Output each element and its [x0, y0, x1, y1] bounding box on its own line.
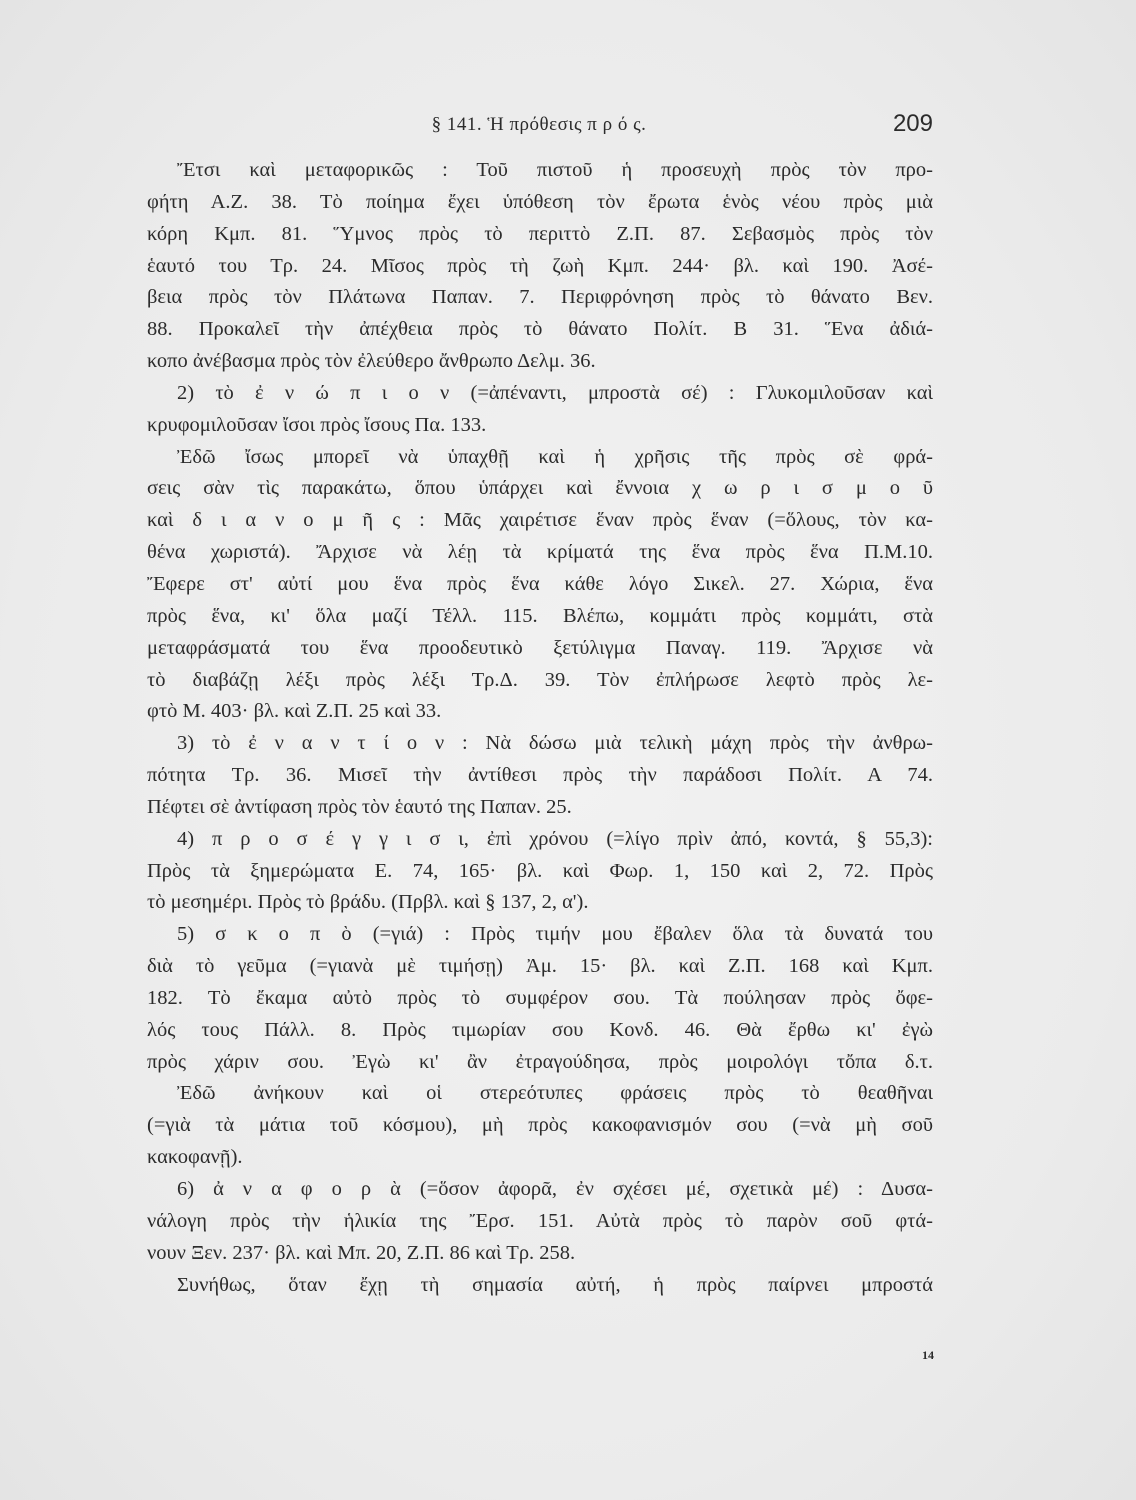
text-line: λός τους Πάλλ. 8. Πρὸς τιμωρίαν σου Κονδ. 46. Θὰ ἔρθω κι' ἐγὼ	[147, 1018, 933, 1041]
text-line: κοπο ἀνέβασμα πρὸς τὸν ἐλεύθερο ἄνθρωπο Δελμ. 36.	[147, 350, 596, 373]
text-line: διὰ τὸ γεῦμα (=γιανὰ μὲ τιμήσῃ) Ἀμ. 15· βλ. καὶ Ζ.Π. 168 καὶ Κμπ.	[147, 955, 933, 978]
text-line: Πέφτει σὲ ἀντίφαση πρὸς τὸν ἑαυτό της Παπαν. 25.	[147, 795, 572, 818]
text-line: ἑαυτό του Τρ. 24. Μῖσος πρὸς τὴ ζωὴ Κμπ. 244· βλ. καὶ 190. Ἀσέ-	[147, 254, 933, 277]
text-line: Ἔτσι καὶ μεταφορικῶς : Τοῦ πιστοῦ ἡ προσευχὴ πρὸς τὸν προ-	[177, 159, 933, 181]
text-line: κόρη Κμπ. 81. Ὕμνος πρὸς τὸ περιττὸ Ζ.Π. 87. Σεβασμὸς πρὸς τὸν	[147, 222, 933, 245]
page-number: 209	[892, 110, 933, 137]
text-line: θένα χωριστά). Ἄρχισε νὰ λέῃ τὰ κρίματά της ἕνα πρὸς ἕνα Π.Μ.10.	[147, 541, 933, 564]
text-line: 4) π ρ ο σ έ γ γ ι σ ι, ἐπὶ χρόνου (=λίγο πρὶν ἀπό, κοντά, § 55,3):	[177, 827, 933, 850]
text-line: 6) ἀ ν α φ ο ρ ὰ (=ὅσον ἀφορᾶ, ἐν σχέσει μέ, σχετικὰ μέ) : Δυσα-	[177, 1178, 933, 1200]
text-line: κακοφανῇ).	[147, 1146, 243, 1169]
text-line: καὶ δ ι α ν ο μ ῆ ς : Μᾶς χαιρέτισε ἕναν πρὸς ἕναν (=ὅλους, τὸν κα-	[147, 509, 933, 532]
text-line: κρυφομιλοῦσαν ἴσοι πρὸς ἴσους Πα. 133.	[147, 413, 487, 436]
text-line: νουν Ξεν. 237· βλ. καὶ Μπ. 20, Ζ.Π. 86 καὶ Τρ. 258.	[147, 1241, 576, 1264]
text-line: Συνήθως, ὅταν ἔχῃ τὴ σημασία αὐτή, ἡ πρὸς παίρνει μπροστά	[177, 1273, 933, 1296]
running-header	[145, 106, 933, 146]
text-line: τὸ μεσημέρι. Πρὸς τὸ βράδυ. (Πρβλ. καὶ § 137, 2, α').	[147, 891, 589, 914]
text-line: νάλογη πρὸς τὴν ἡλικία της Ἔρσ. 151. Αὐτὰ πρὸς τὸ παρὸν σοῦ φτά-	[147, 1209, 933, 1232]
text-line: 182. Τὸ ἔκαμα αὐτὸ πρὸς τὸ συμφέρον σου. Τὰ πούλησαν πρὸς ὄφε-	[147, 986, 933, 1009]
text-line: βεια πρὸς τὸν Πλάτωνα Παπαν. 7. Περιφρόνηση πρὸς τὸ θάνατο Βεν.	[147, 286, 933, 309]
section-title: § 141. Ἡ πρόθεσις π ρ ό ς.	[431, 114, 647, 135]
text-line: μεταφράσματά του ἕνα προοδευτικὸ ξετύλιγμα Παναγ. 119. Ἄρχισε νὰ	[147, 636, 933, 659]
text-line: 3) τὸ ἐ ν α ν τ ί ο ν : Νὰ δώσω μιὰ τελικὴ μάχη πρὸς τὴν ἀνθρω-	[177, 732, 933, 755]
text-line: φτὸ Μ. 403· βλ. καὶ Ζ.Π. 25 καὶ 33.	[147, 700, 442, 723]
text-line: Πρὸς τὰ ξημερώματα Ε. 74, 165· βλ. καὶ Φωρ. 1, 150 καὶ 2, 72. Πρὸς	[147, 859, 933, 882]
text-line: 5) σ κ ο π ὸ (=γιά) : Πρὸς τιμήν μου ἔβαλεν ὅλα τὰ δυνατά του	[177, 923, 933, 946]
text-line: τὸ διαβάζῃ λέξι πρὸς λέξι Τρ.Δ. 39. Τὸν ἐπλήρωσε λεφτὸ πρὸς λε-	[147, 668, 933, 691]
text-line: πρὸς ἕνα, κι' ὅλα μαζί Τέλλ. 115. Βλέπω, κομμάτι πρὸς κομμάτι, στὰ	[147, 604, 933, 627]
text-line: πότητα Τρ. 36. Μισεῖ τὴν ἀντίθεσι πρὸς τὴν παράδοσι Πολίτ. Α 74.	[147, 764, 933, 787]
text-line: πρὸς χάριν σου. Ἐγὼ κι' ἂν ἐτραγούδησα, πρὸς μοιρολόγι τὄπα δ.τ.	[147, 1050, 933, 1073]
text-line: 2) τὸ ἐ ν ώ π ι ο ν (=ἀπέναντι, μπροστὰ σέ) : Γλυκομιλοῦσαν καὶ	[177, 381, 933, 404]
text-line: φήτη Α.Ζ. 38. Τὸ ποίημα ἔχει ὑπόθεση τὸν ἔρωτα ἑνὸς νέου πρὸς μιὰ	[147, 190, 933, 213]
text-line: 88. Προκαλεῖ τὴν ἀπέχθεια πρὸς τὸ θάνατο Πολίτ. Β 31. Ἕνα ἀδιά-	[147, 318, 933, 341]
printer-signature-mark: 14	[922, 1348, 934, 1362]
text-line: Ἔφερε στ' αὐτί μου ἕνα πρὸς ἕνα κάθε λόγο Σικελ. 27. Χώρια, ἕνα	[147, 572, 933, 595]
text-line: (=γιὰ τὰ μάτια τοῦ κόσμου), μὴ πρὸς κακοφανισμόν σου (=νὰ μὴ σοῦ	[147, 1114, 933, 1137]
body-text	[147, 155, 933, 1301]
text-line: Ἐδῶ ἀνήκουν καὶ οἱ στερεότυπες φράσεις πρὸς τὸ θεαθῆναι	[177, 1082, 933, 1105]
text-line: σεις σὰν τὶς παρακάτω, ὅπου ὑπάρχει καὶ ἔννοια χ ω ρ ι σ μ ο ῦ	[147, 477, 933, 500]
text-line: Ἐδῶ ἴσως μπορεῖ νὰ ὑπαχθῇ καὶ ἡ χρῆσις τῆς πρὸς σὲ φρά-	[177, 445, 933, 468]
